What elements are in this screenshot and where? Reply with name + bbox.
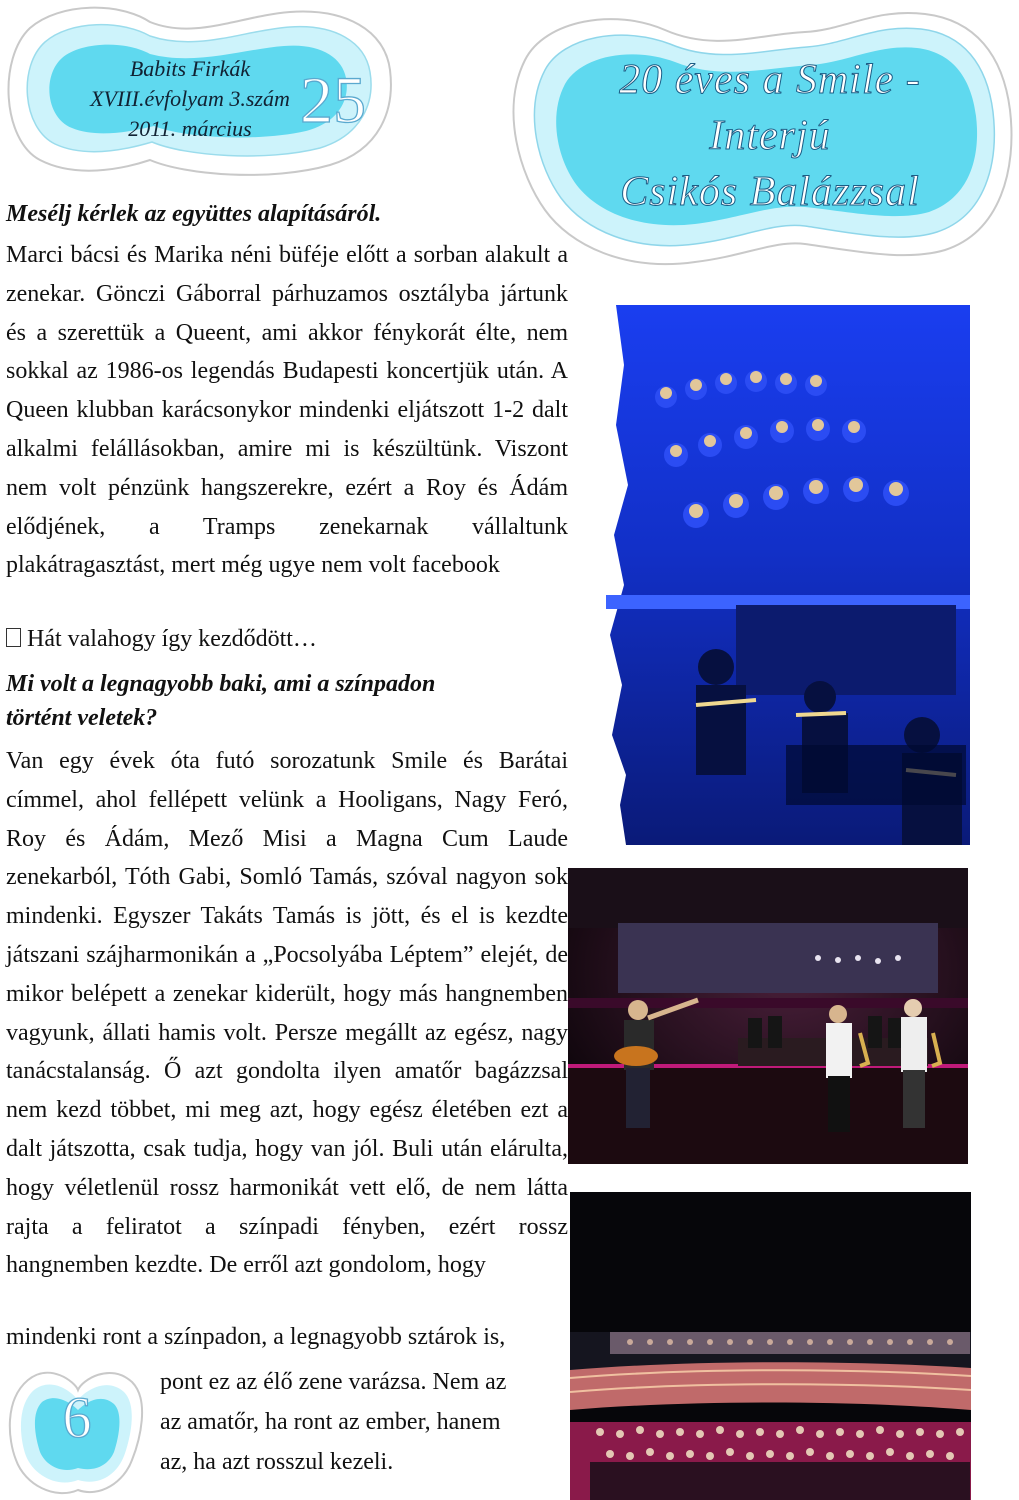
footer-page-number: 6 (62, 1385, 92, 1450)
answer-1-closing: Hát valahogy így kezdődött… (21, 626, 317, 652)
title-line-3: Csikós Balázzsal (620, 169, 920, 215)
tail-line-2: az amatőr, ha ront az ember, hanem (160, 1409, 501, 1435)
header-page-number: 25 (300, 64, 366, 137)
question-2 (6, 667, 566, 735)
answer-2-last-line: mindenki ront a színpadon, a legnagyobb sztárok is, (6, 1324, 506, 1350)
tail-line-3: az, ha azt rosszul kezeli. (160, 1449, 394, 1475)
issue-date: 2011. március (128, 116, 252, 141)
tail-line-1: pont ez az élő zene varázsa. Nem az (160, 1369, 507, 1395)
answer-2-tail (160, 1362, 560, 1482)
answer-2: Van egy évek óta futó sorozatunk Smile és Barátai címmel, ahol fellépett velünk a Hooligans, Nagy Feró, Roy és Ádám, Mező Misi a Magna Cum Laude zenekarból, Tóth Gabi, Somló Tamás, szóval nagyon sok mindenki. Egyszer Takáts Tamás is jött, és el is kezdte játszani szájharmonikán a „Pocsolyába Léptem” elejét, de mikor belépett a zenekar kiderült, hogy más hangnemben vagyunk, állati hamis volt. Persze megállt az egész, nagy tanácstalanság. Ő azt gondolta ilyen amatőr bagázzsal nem kezd többet, mi meg azt, hogy egész életében ezt a dalt játszotta, csak tudja, hogy van jól. Buli után elárulta, hogy véletlenül rossz harmonikát vett elő, de nem látta rajta a feliratot a színpadi fényben, ezért rossz hangnemben kezdte. De erről azt gondolom, hogy (6, 748, 568, 1279)
answer-1-end (6, 620, 568, 658)
photo-stage-performance (568, 868, 968, 1164)
volume-issue: XVIII.évfolyam 3.szám (90, 86, 290, 111)
header-info (70, 54, 310, 144)
question-2-line-1: Mi volt a legnagyobb baki, ami a színpadon (6, 671, 436, 697)
answer-1: Marci bácsi és Marika néni büféje előtt a sorban alakult a zenekar. Gönczi Gáborral párhuzamos osztályba jártunk és a szerettük a Queent, ami akkor fénykorát élte, nem sokkal az 1986-os legendás Budapesti koncertjük után. A Queen klubban karácsonykor mindenki eljátszott 1-2 dalt alkalmi felállásokban, amire mi is készültünk. Viszont nem volt pénzünk hangszerekre, ezért a Roy és Ádám elődjének, a Tramps zenekarnak vállaltunk plakátragasztást, mert még ugye nem volt facebook (6, 242, 568, 579)
title-line-2: Interjú (709, 113, 831, 159)
article-title (560, 52, 980, 220)
photo-choir-brass (606, 305, 970, 845)
photo-concert-hall (570, 1192, 971, 1500)
question-2-line-2: történt veletek? (6, 705, 158, 731)
checkbox-glyph-icon (6, 628, 21, 647)
publication-name: Babits Firkák (129, 56, 251, 81)
title-line-1: 20 éves a Smile - (619, 57, 921, 103)
question-1: Mesélj kérlek az együttes alapításáról. (6, 201, 382, 227)
